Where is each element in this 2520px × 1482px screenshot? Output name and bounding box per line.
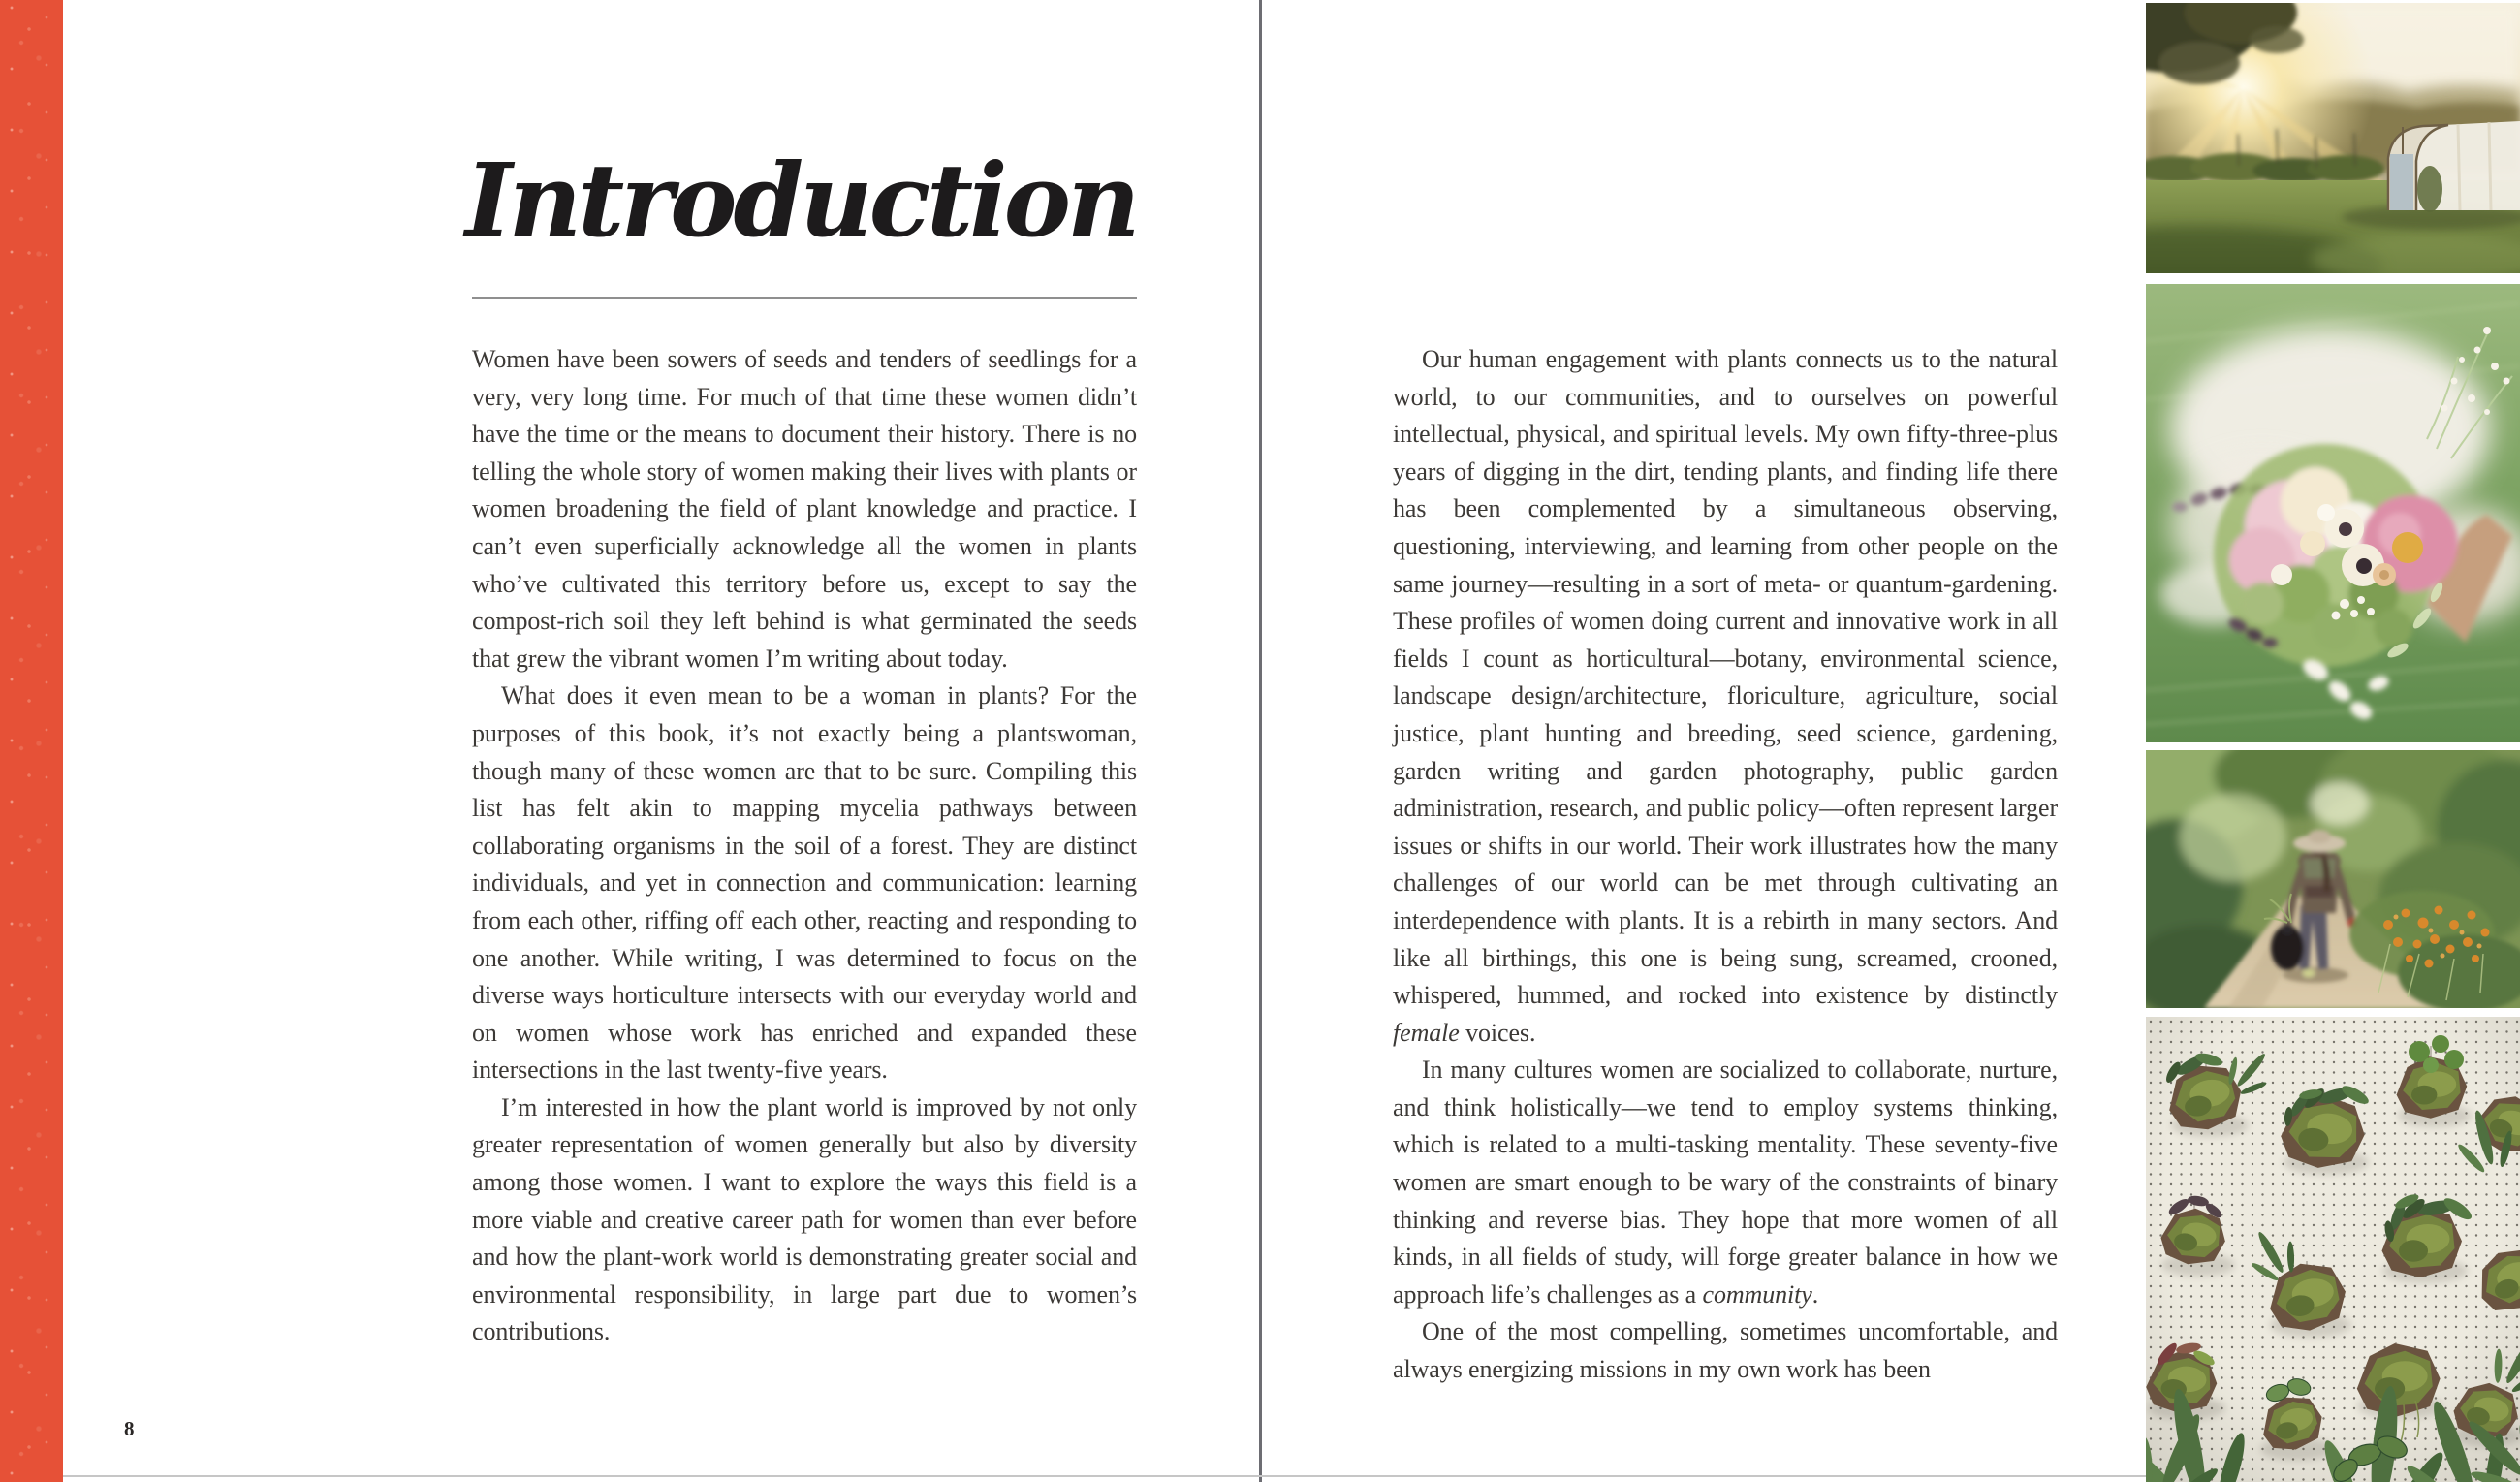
bouquet-illustration [2146, 284, 2520, 742]
text-segment: In many cultures women are socialized to collaborate, nurture, and think holistically—we tend to employ systems thinking, which is related to a multi-tasking mentality. These seventy-five women are smart enough to be wary of the constraints of binary thinking and reverse bias. They hope that more women of all kinds, in all fields of study, will forge greater balance in how we approach life’s challenges as a [1393, 1056, 2058, 1309]
right-page-body [1393, 341, 2058, 1389]
greenhouse-sunrise-illustration [2146, 3, 2520, 273]
text-segment: Women have been sowers of seeds and tenders of seedlings for a very, very long time. For much of that time these women didn’t have the time or the means to document their history. There is no telling the whole story of women making their lives with plants or women broadening the field of plant knowledge and practice. I can’t even superficially acknowledge all the women in plants who’ve cultivated this territory before us, except to say the compost-rich soil they left behind is what germinated the seeds that grew the vibrant women I’m writing about today. [472, 345, 1137, 673]
title-rule [472, 297, 1137, 299]
spine-texture-band [0, 0, 63, 1482]
left-page-body [472, 341, 1137, 1351]
garden-path-illustration [2146, 750, 2520, 1008]
text-segment: . [1811, 1279, 1819, 1309]
italic-text-segment: female [1393, 1018, 1460, 1047]
body-paragraph [472, 1089, 1137, 1351]
page-bottom-edge [63, 1475, 2146, 1477]
text-segment: Our human engagement with plants connects us to the natural world, to our communities, and to ourselves on powerful intellectual, physical, and spiritual levels. My own fifty-three-plus years of digging in the dirt, tending plants, and finding life there has been complemented by a simultaneous observing, questioning, interviewing, and learning from other people on the same journey—resulting in a sort of meta- or quantum-gardening. These profiles of women doing current and innovative work in all fields I count as horticultural—botany, environmental science, landscape design/architecture, floriculture, agriculture, social justice, plant hunting and breeding, seed science, gardening, garden writing and garden photography, public garden administration, research, and public policy—often represent larger issues or shifts in our world. Their work illustrates how the many challenges of our world can be met through cultivating an interdependence with plants. It is a rebirth in many sectors. And like all birthings, this one is being sung, screamed, crooned, whispered, hummed, and rocked into existence by distinctly [1393, 345, 2058, 1010]
moss-wall-illustration [2146, 1017, 2520, 1482]
page-gutter-line [1259, 0, 1262, 1482]
body-paragraph [1393, 341, 2058, 1052]
moss-wall-photo [2146, 1017, 2520, 1482]
chapter-title: Introduction [465, 141, 1137, 260]
text-segment: What does it even mean to be a woman in plants? For the purposes of this book, it’s not exactly being a plantswoman, though many of these women are that to be sure. Compiling this list has felt akin to mapping mycelia pathways between collaborating organisms in the soil of a forest. They are distinct individuals, and yet in connection and communication: learning from each other, riffing off each other, reacting and responding to one another. While writing, I was determined to focus on the diverse ways horticulture intersects with our everyday world and on women whose work has enriched and expanded these intersections in the last twenty-five years. [472, 681, 1137, 1085]
italic-text-segment: community [1702, 1279, 1812, 1309]
body-paragraph [472, 341, 1137, 678]
body-paragraph [472, 678, 1137, 1089]
text-segment: I’m interested in how the plant world is improved by not only greater representation of women generally but also by diversity among those women. I want to explore the ways this field is a more viable and creative career path for women than ever before and how the plant-work world is demonstrating greater social and environmental responsibility, in large part due to women’s contributions. [472, 1092, 1137, 1346]
body-paragraph [1393, 1052, 2058, 1313]
text-segment: One of the most compelling, sometimes uncomfortable, and always energizing missions in my own work has been [1393, 1317, 2058, 1384]
bouquet-photo [2146, 284, 2520, 742]
greenhouse-sunrise-photo [2146, 3, 2520, 273]
body-paragraph [1393, 1313, 2058, 1388]
text-segment: voices. [1459, 1018, 1536, 1047]
garden-path-photo [2146, 750, 2520, 1008]
page-number: 8 [124, 1417, 135, 1440]
